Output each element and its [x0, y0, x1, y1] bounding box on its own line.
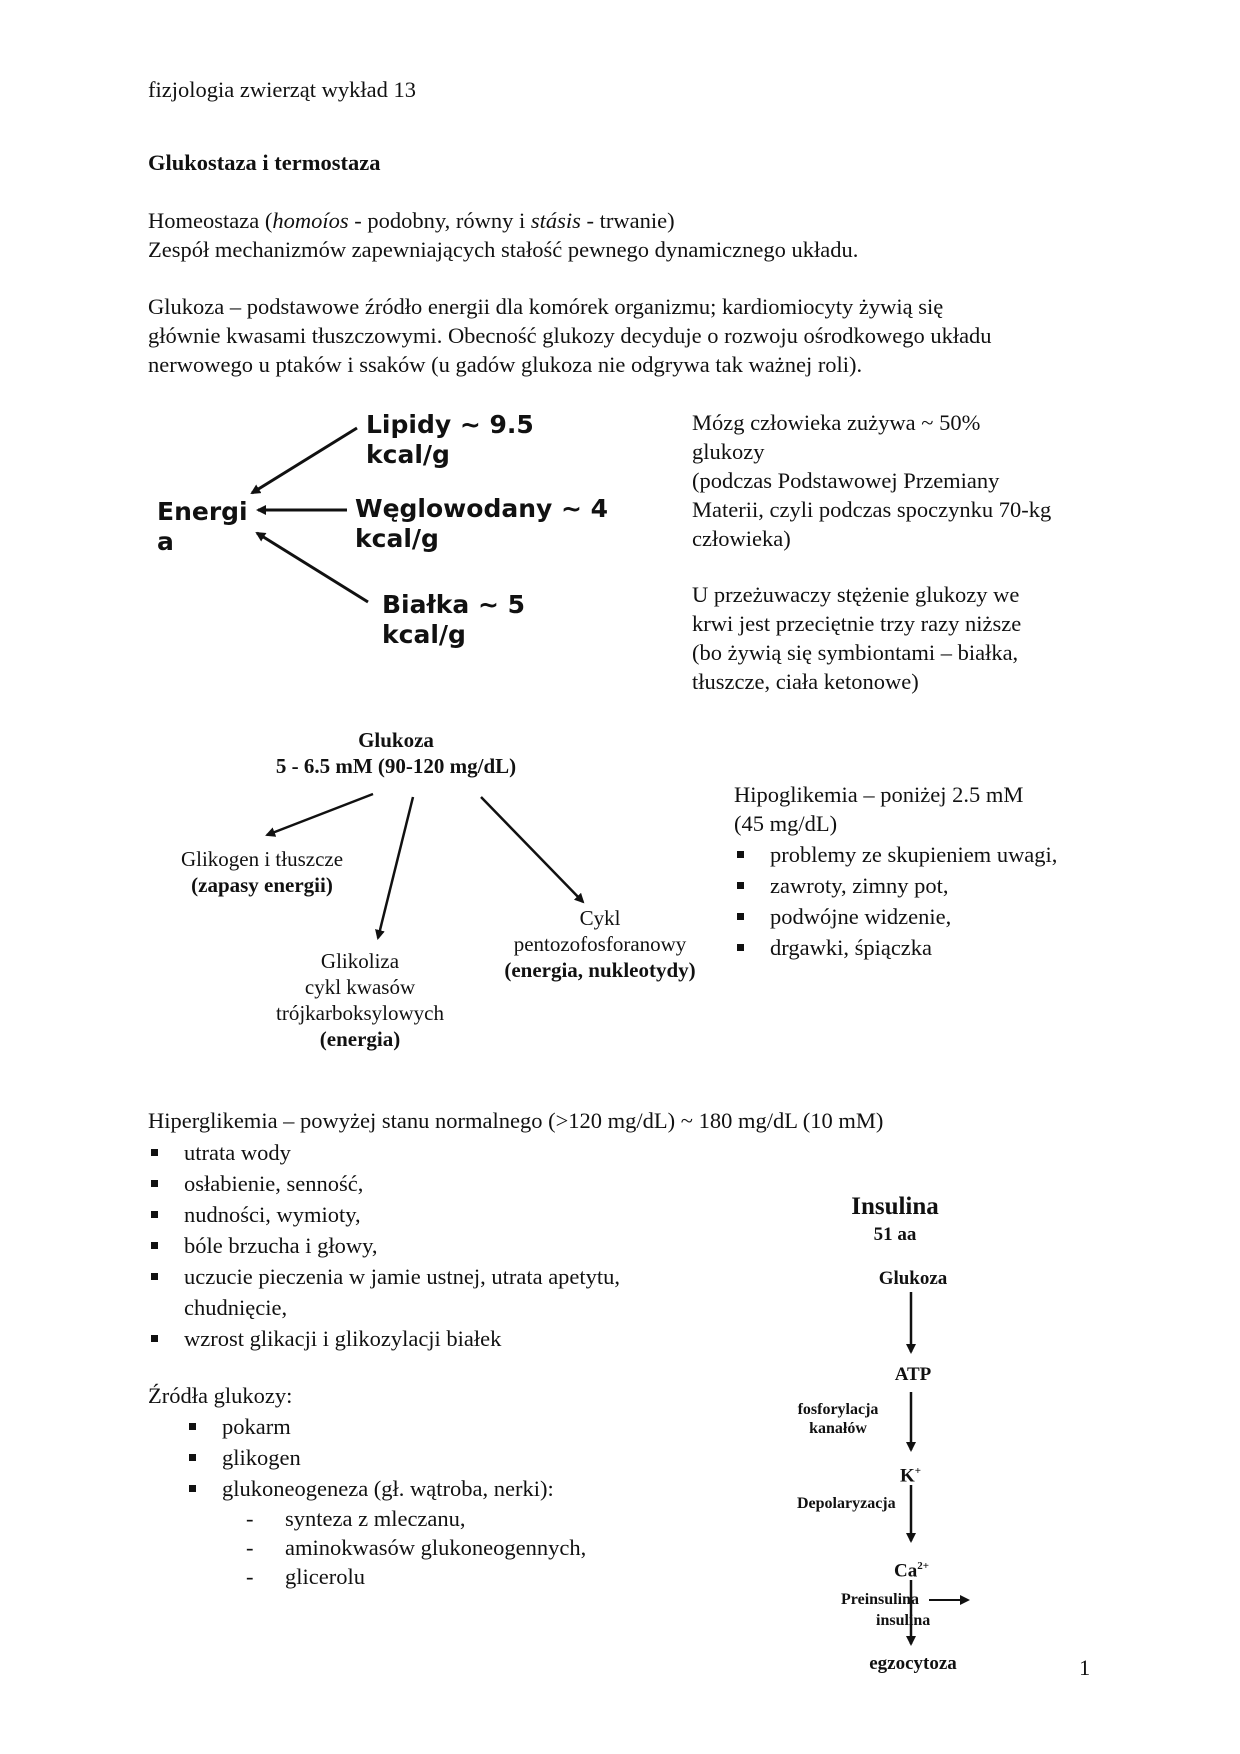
- arrow-glycolysis: [378, 797, 413, 938]
- list-item: - aminokwasów glukoneogennych,: [241, 1533, 701, 1562]
- gluconeogenesis-sublist: [241, 1504, 701, 1591]
- energy-label: [157, 497, 248, 557]
- glucose-diagram-title: [226, 727, 566, 779]
- brain-note-line: Materii, czyli podczas spoczynku 70-kg: [692, 497, 1052, 522]
- homeostasis-definition: Zespół mechanizmów zapewniających stałość pewnego dynamicznego układu.: [148, 237, 859, 262]
- homeostasis-prefix: Homeostaza (: [148, 208, 273, 233]
- hyperglycemia-list: [148, 1137, 748, 1354]
- phosphorylation-label-line: fosforylacja: [797, 1401, 879, 1418]
- list-item: - glicerolu: [241, 1562, 701, 1591]
- depolarization-label: Depolaryzacja: [797, 1495, 896, 1512]
- brain-note-line: człowieka): [692, 526, 791, 551]
- brain-note: [692, 408, 1051, 553]
- glycogen-label-line: (zapasy energii): [191, 873, 333, 897]
- homeostasis-suffix: - trwanie): [580, 208, 675, 233]
- ruminant-note-line: tłuszcze, ciała ketonowe): [692, 669, 919, 694]
- ca-symbol: Ca: [894, 1560, 918, 1582]
- ruminant-note-line: U przeżuwaczy stężenie glukozy we: [692, 582, 1020, 607]
- pentose-label: [480, 905, 720, 983]
- lipids-label-line: kcal/g: [366, 440, 450, 469]
- preinsulin-label: Preinsulina: [841, 1591, 919, 1608]
- arrow-glycogen: [267, 794, 373, 835]
- list-item: bóle brzucha i głowy,: [148, 1230, 748, 1261]
- hypoglycemia-heading-line: (45 mg/dL): [734, 811, 838, 836]
- hypoglycemia-heading-line: Hipoglikemia – poniżej 2.5 mM: [734, 782, 1024, 807]
- hypoglycemia-list: [734, 839, 1094, 963]
- ruminant-note: [692, 580, 1021, 696]
- page-number: 1: [1079, 1655, 1091, 1680]
- pentose-label-line: Cykl: [579, 906, 621, 930]
- energy-label-line: a: [157, 527, 174, 556]
- pentose-label-line: (energia, nukleotydy): [504, 958, 696, 982]
- list-item: pokarm: [186, 1411, 706, 1442]
- glucose-intro-line: Glukoza – podstawowe źródło energii dla komórek organizmu; kardiomiocyty żywią się: [148, 294, 944, 319]
- phosphorylation-label: [776, 1400, 900, 1438]
- insulin-aa: 51 aa: [873, 1224, 917, 1245]
- hyperglycemia-heading: Hiperglikemia – powyżej stanu normalnego (>120 mg/dL) ~ 180 mg/dL (10 mM): [148, 1108, 884, 1133]
- energy-label-line: Energi: [157, 497, 248, 526]
- homeostasis-term-1: homoíos: [272, 208, 349, 233]
- lipids-label-line: Lipidy ~ 9.5: [366, 410, 534, 439]
- carbs-label-line: kcal/g: [355, 524, 439, 553]
- arrow-pentose: [481, 797, 583, 902]
- brain-note-line: (podczas Podstawowej Przemiany: [692, 468, 1000, 493]
- glucose-intro-line: nerwowego u ptaków i ssaków (u gadów glukoza nie odgrywa tak ważnej roli).: [148, 352, 863, 377]
- k-charge: +: [914, 1465, 922, 1477]
- list-item: drgawki, śpiączka: [734, 932, 1094, 963]
- insulin-title: Insulina: [851, 1193, 939, 1220]
- glycolysis-label-line: cykl kwasów: [304, 975, 416, 999]
- list-item: glukoneogeneza (gł. wątroba, nerki):: [186, 1473, 706, 1504]
- list-item: podwójne widzenie,: [734, 901, 1094, 932]
- insulin-k: [900, 1460, 921, 1487]
- glucose-title: Glukoza: [358, 728, 434, 752]
- phosphorylation-label-line: kanałów: [809, 1420, 867, 1437]
- arrow-proteins: [257, 533, 368, 602]
- insulin-ca: [894, 1555, 929, 1582]
- glycogen-label: [142, 846, 382, 898]
- sources-list: [186, 1411, 706, 1504]
- glycolysis-label-line: (energia): [319, 1027, 401, 1051]
- list-item: [148, 1261, 748, 1323]
- brain-note-line: glukozy: [692, 439, 765, 464]
- pentose-label-line: pentozofosforanowy: [513, 932, 687, 956]
- insulin-glucose: Glukoza: [878, 1268, 948, 1289]
- glycolysis-label-line: trójkarboksylowych: [276, 1001, 444, 1025]
- list-item: zawroty, zimny pot,: [734, 870, 1094, 901]
- lipids-label: [366, 410, 534, 470]
- homeostasis-mid: - podobny, równy i: [348, 208, 531, 233]
- sources-heading: Źródła glukozy:: [148, 1383, 293, 1408]
- glucose-intro-line: głównie kwasami tłuszczowymi. Obecność glukozy decyduje o rozwoju ośrodkowego układu: [148, 323, 992, 348]
- list-item: wzrost glikacji i glikozylacji białek: [148, 1323, 748, 1354]
- list-item: nudności, wymioty,: [148, 1199, 748, 1230]
- glucose-range: 5 - 6.5 mM (90-120 mg/dL): [275, 754, 517, 778]
- exocytosis-label: egzocytoza: [869, 1653, 957, 1674]
- insulin-label: insulina: [876, 1612, 931, 1629]
- list-item: glikogen: [186, 1442, 706, 1473]
- k-symbol: K: [900, 1465, 915, 1487]
- proteins-label-line: kcal/g: [382, 620, 466, 649]
- list-item-text-cont: chudnięcie,: [184, 1295, 288, 1320]
- carbs-label: [355, 494, 608, 554]
- list-item: problemy ze skupieniem uwagi,: [734, 839, 1094, 870]
- ruminant-note-line: krwi jest przeciętnie trzy razy niższe: [692, 611, 1022, 636]
- homeostasis-term-2: stásis: [530, 208, 581, 233]
- course-header: fizjologia zwierząt wykład 13: [148, 77, 417, 102]
- ca-charge: 2+: [917, 1560, 930, 1572]
- glycogen-label-line: Glikogen i tłuszcze: [180, 847, 344, 871]
- insulin-atp: ATP: [894, 1364, 932, 1385]
- hypoglycemia-heading: [734, 780, 1023, 838]
- proteins-label: [382, 590, 525, 650]
- ruminant-note-line: (bo żywią się symbiontami – białka,: [692, 640, 1019, 665]
- glycolysis-label-line: Glikoliza: [320, 949, 400, 973]
- list-item: osłabienie, senność,: [148, 1168, 748, 1199]
- brain-note-line: Mózg człowieka zużywa ~ 50%: [692, 410, 981, 435]
- glycolysis-label: [240, 948, 480, 1052]
- carbs-label-line: Węglowodany ~ 4: [355, 494, 609, 523]
- list-item-text: uczucie pieczenia w jamie ustnej, utrata apetytu,: [184, 1264, 621, 1289]
- page-title: Glukostaza i termostaza: [148, 150, 381, 175]
- arrow-lipids: [252, 428, 357, 493]
- list-item: - synteza z mleczanu,: [241, 1504, 701, 1533]
- proteins-label-line: Białka ~ 5: [382, 590, 526, 619]
- list-item: utrata wody: [148, 1137, 748, 1168]
